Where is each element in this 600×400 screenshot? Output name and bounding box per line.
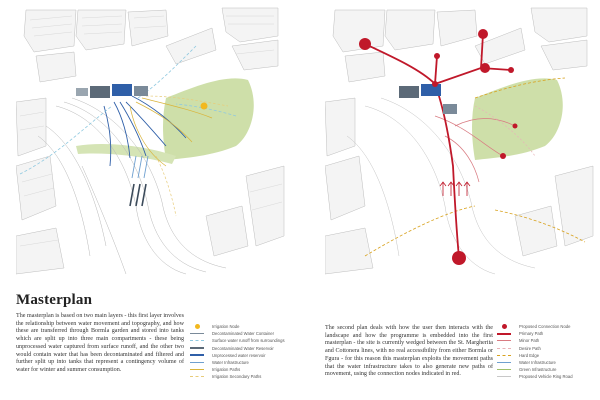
legend-item <box>497 330 597 337</box>
connection-masterplan-map <box>325 6 595 278</box>
legend-line-icon <box>190 345 204 351</box>
legend-connections <box>497 323 597 381</box>
dark-canal-strokes <box>130 184 146 206</box>
paragraph-connection-layer: The second plan deals with how the user then interacts with the landscape and how the programme is embedded into the first masterplan - the site is currently wedged between the St. Margherita and Cottonera lines, with no real accessibility from either Bormla or Fgura - for this reason this masterplan exploits the movement paths that the water infrastructure takes to also generate new paths of movement, using the connection nodes indicated in red. <box>325 325 493 378</box>
legend-line-icon <box>190 374 204 380</box>
legend-label: Surface water runoff from surroundings <box>212 338 285 344</box>
legend-line-icon <box>190 360 204 366</box>
green-garden-area <box>163 78 254 160</box>
legend-item <box>190 330 310 337</box>
irrigation-node-marker <box>201 103 208 110</box>
legend-line-icon <box>190 352 204 358</box>
legend-item <box>497 352 597 359</box>
legend-label: Decontaminated Water Container <box>212 331 274 337</box>
legend-label: Irrigation Node <box>212 324 240 330</box>
legend-line-icon <box>190 367 204 373</box>
page-title: Masterplan <box>16 292 93 308</box>
reservoir-tanks <box>76 84 148 98</box>
legend-item <box>497 345 597 352</box>
legend-line-icon <box>497 331 511 337</box>
water-masterplan-map <box>16 6 286 278</box>
green-garden-area-right <box>472 78 563 160</box>
legend-item <box>190 345 310 352</box>
legend-water <box>190 323 310 381</box>
legend-dot-icon <box>497 324 511 330</box>
green-strip-blue-canals <box>132 156 148 178</box>
legend-line-icon <box>190 338 204 344</box>
legend-label: Decontaminated Water Reservoir <box>212 345 274 351</box>
legend-label: Desire Path <box>519 345 541 351</box>
legend-label: Irrigation Paths <box>212 367 241 373</box>
legend-item <box>497 366 597 373</box>
water-masterplan-drawing <box>16 6 286 278</box>
reservoir-tanks-right <box>399 84 457 114</box>
legend-item <box>497 373 597 380</box>
legend-label: Unprocessed water reservoir <box>212 352 266 358</box>
legend-label: Primary Path <box>519 331 544 337</box>
legend-line-icon <box>497 360 511 366</box>
legend-line-icon <box>497 345 511 351</box>
legend-line-icon <box>497 374 511 380</box>
legend-label: Proposed Vehicle Ring Road <box>519 374 573 380</box>
legend-line-icon <box>497 338 511 344</box>
legend-item <box>497 323 597 330</box>
legend-label: Water Infrastructure <box>212 360 249 366</box>
legend-item <box>190 366 310 373</box>
legend-label: Hard Edge <box>519 352 540 358</box>
legend-item <box>190 352 310 359</box>
green-strip <box>76 144 176 164</box>
legend-label: Water Infrastructure <box>519 360 556 366</box>
legend-item <box>497 359 597 366</box>
paragraph-water-layer: The masterplan is based on two main layers - this first layer involves the relationship between water movement and topography, and how these are transferred through Bormla garden and stored into tanks which are split up into three main compartments - these being unprocessed water captured from surface runoff, and the other two would contain water that has been decontaminated and filtered and further split up into tanks that represent a contingency volume of water for winter and summer consumption. <box>16 313 184 373</box>
legend-item <box>190 337 310 344</box>
legend-dot-icon <box>190 324 204 330</box>
legend-line-icon <box>190 331 204 337</box>
legend-label: Irrigation Secondary Paths <box>212 374 262 380</box>
legend-item <box>190 323 310 330</box>
legend-label: Green Infrastructure <box>519 367 557 373</box>
legend-line-icon <box>497 367 511 373</box>
legend-item <box>190 359 310 366</box>
legend-label: Proposed Connection Node <box>519 324 571 330</box>
legend-item <box>190 373 310 380</box>
legend-item <box>497 337 597 344</box>
building-footprints <box>16 8 284 274</box>
legend-label: Minor Path <box>519 338 540 344</box>
connection-masterplan-drawing <box>325 6 595 278</box>
legend-line-icon <box>497 352 511 358</box>
